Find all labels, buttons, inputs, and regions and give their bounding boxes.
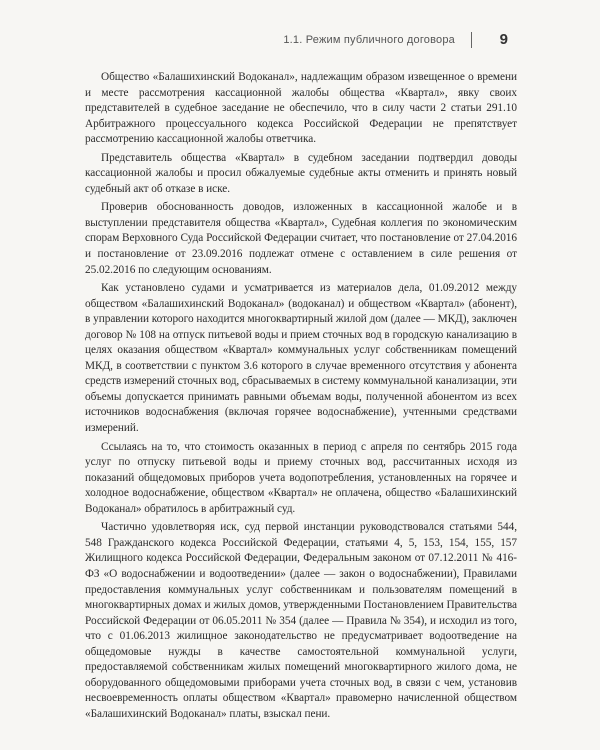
paragraph: Как установлено судами и усматривается из материалов дела, 01.09.2012 между обществом «Балашихинский Водоканал» (водоканал) и обществом «Квартал» (абонент), в управлении которого находится многоквартирный жилой дом (далее — МКД), заключен договор № 108 на отпуск питьевой воды и прием сточных вод в городскую канализацию в целях оказания обществом «Квартал» коммунальных услуг собственникам помещений МКД, в соответствии с пунктом 3.6 которого в случае временного отсутствия у абонента средств измерений сточных вод, сбрасываемых в систему коммунальной канализации, эти объемы допускается принимать равными объемам воды, полученной абонентом из всех источников водоснабжения (включая горячее водоснабжение), учтенными средствами измерений. — [85, 282, 517, 435]
running-title: 1.1. Режим публичного договора — [283, 34, 455, 46]
paragraph: Проверив обоснованность доводов, изложенных в кассационной жалобе и в выступлении представителя общества «Квартал», Судебная коллегия по экономическим спорам Верховного Суда Российской Федерации считает, что постановление от 27.04.2016 и постановление от 23.09.2016 подлежат отмене с оставлением в силе решения от 25.02.2016 по следующим основаниям. — [85, 201, 517, 276]
paragraph: Ссылаясь на то, что стоимость оказанных в период с апреля по сентябрь 2015 года услуг по отпуску питьевой воды и приему сточных вод, рассчитанных исходя из показаний общедомовых приборов учета водопотребления, установленных на горячее и холодное водоснабжение, обществом «Квартал» не оплачена, общество «Балашихинский Водоканал» обратилось в арбитражный суд. — [85, 440, 517, 515]
page-number: 9 — [499, 31, 508, 48]
body-text — [85, 70, 517, 725]
paragraph: Общество «Балашихинский Водоканал», надлежащим образом извещенное о времени и месте рассмотрения кассационной жалобы общества «Квартал», явку своих представителей в судебное заседание не обеспечило, что в силу части 2 статьи 291.10 Арбитражного процессуального кодекса Российской Федерации не препятствует рассмотрению кассационной жалобы ответчика. — [85, 71, 517, 146]
paragraph: Частично удовлетворяя иск, суд первой инстанции руководствовался статьями 544, 548 Гражданского кодекса Российской Федерации, статьями 4, 5, 153, 154, 155, 157 Жилищного кодекса Российской Федерации, Федеральным законом от 07.12.2011 № 416-ФЗ «О водоснабжении и водоотведении» (далее — закон о водоснабжении), Правилами предоставления коммунальных услуг собственникам и пользователям помещений в многоквартирных домах и жилых домов, утвержденными Постановлением Правительства Российской Федерации от 06.05.2011 № 354 (далее — Правила № 354), и исходил из того, что с 01.06.2013 жилищное законодательство не предусматривает водоотведение на общедомовые нужды в качестве самостоятельной коммунальной услуги, предоставляемой собственникам жилых помещений многоквартирного жилого дома, не оборудованного общедомовыми приборами учета сточных вод, в связи с чем, установив несвоевременность оплаты обществом «Квартал» правомерно начисленной обществом «Балашихинский Водоканал» платы, взыскал пени. — [85, 521, 517, 720]
paragraph: Представитель общества «Квартал» в судебном заседании подтвердил доводы кассационной жалобы и просил обжалуемые судебные акты отменить и принять новый судебный акт об отказе в иске. — [85, 151, 517, 195]
header-divider — [471, 32, 472, 48]
running-header — [0, 30, 600, 52]
